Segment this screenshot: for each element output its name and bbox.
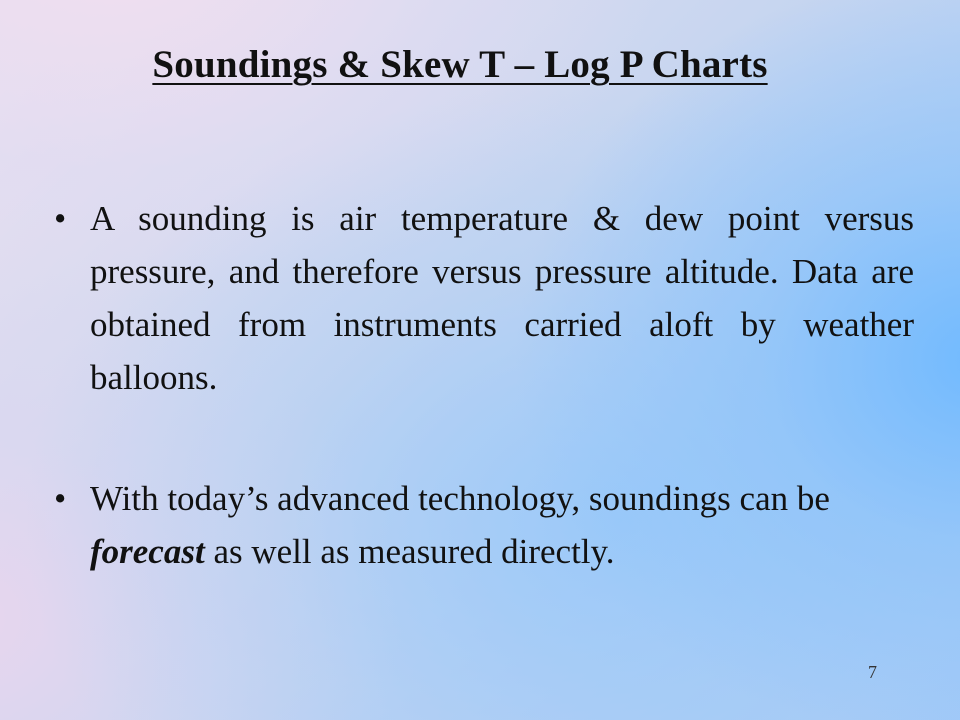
slide-title-text: Soundings & Skew T – Log P Charts [152,43,768,86]
bullet-list [52,192,914,578]
slide-title [0,42,920,87]
bullet-item-sounding-definition [52,192,914,404]
bullet-item-forecast-soundings [52,472,914,578]
page-number: 7 [868,662,877,682]
bullet-marker: • [54,479,67,518]
bullet-emphasis-forecast: forecast [90,532,205,571]
bullet-marker: • [54,199,67,238]
bullet-text: A sounding is air temperature & dew point versus pressure, and therefore versus pressure altitude. Data are obtained from instruments carried aloft by weather balloons. [90,199,914,397]
bullet-text-before: With today’s advanced technology, soundings can be [90,479,830,518]
bullet-text-after: as well as measured directly. [204,532,615,571]
